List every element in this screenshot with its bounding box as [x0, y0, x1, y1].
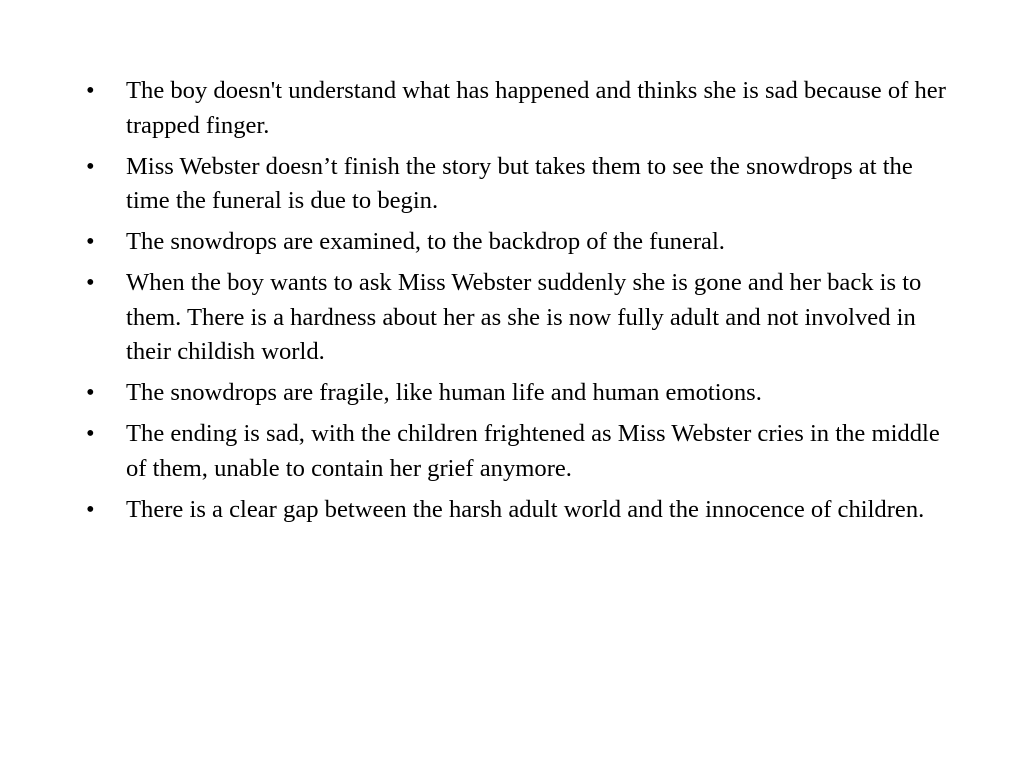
- bullet-dot: •: [86, 495, 95, 523]
- bullet-text: The ending is sad, with the children frightened as Miss Webster cries in the middle of them, unable to contain her grief anymore.: [126, 420, 940, 482]
- bullet-list: [80, 74, 950, 534]
- bullet-text: The boy doesn't understand what has happened and thinks she is sad because of her trapped finger.: [126, 77, 946, 139]
- bullet-text: The snowdrops are examined, to the backdrop of the funeral.: [126, 228, 725, 255]
- bullet-text: When the boy wants to ask Miss Webster suddenly she is gone and her back is to them. There is a hardness about her as she is now fully adult and not involved in their childish world.: [126, 269, 922, 365]
- bullet-dot: •: [86, 379, 95, 406]
- bullet-dot: •: [86, 77, 95, 104]
- bullet-dot: •: [86, 420, 95, 447]
- bullet-text: Miss Webster doesn’t finish the story but takes them to see the snowdrops at the time the funeral is due to begin.: [126, 152, 913, 214]
- bullet-dot: •: [86, 228, 95, 255]
- bullet-item: [80, 74, 950, 143]
- bullet-item: [80, 266, 950, 370]
- bullet-text: There is a clear gap between the harsh adult world and the innocence of children.: [126, 495, 925, 523]
- bullet-item: [80, 150, 950, 219]
- bullet-item: [80, 493, 950, 528]
- bullet-dot: •: [86, 152, 95, 180]
- bullet-item: [80, 225, 950, 260]
- bullet-dot: •: [86, 269, 95, 296]
- bullet-item: [80, 376, 950, 411]
- bullet-text: The snowdrops are fragile, like human life and human emotions.: [126, 379, 762, 406]
- bullet-item: [80, 417, 950, 486]
